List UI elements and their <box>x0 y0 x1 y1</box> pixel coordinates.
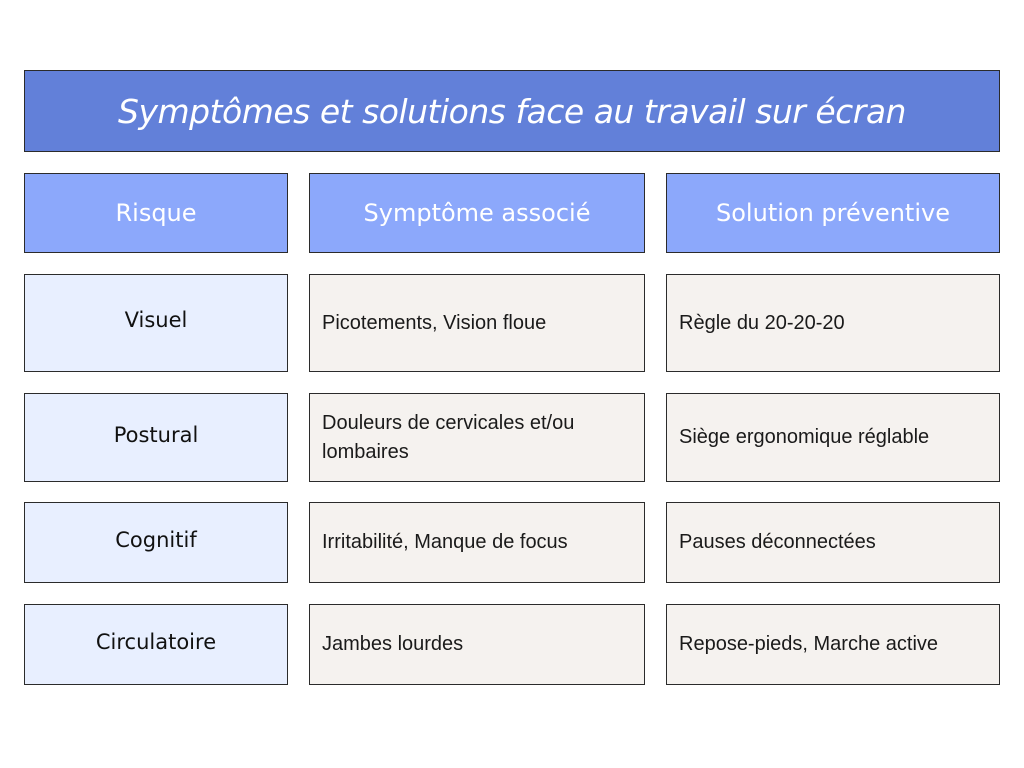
symptom-text: Jambes lourdes <box>322 633 464 655</box>
symptom-cell-postural <box>309 393 645 482</box>
header-solution-label: Solution préventive <box>716 199 950 227</box>
symptom-cell-cognitif <box>309 502 645 583</box>
page-title <box>24 70 1000 152</box>
page-title-text: Symptômes et solutions face au travail sur écran <box>118 91 906 131</box>
header-symptom-label: Symptôme associé <box>363 199 591 227</box>
solution-cell-visuel <box>666 274 1000 372</box>
symptom-cell-visuel <box>309 274 645 372</box>
solution-cell-cognitif <box>666 502 1000 583</box>
header-risk-label: Risque <box>115 199 197 227</box>
risk-label: Visuel <box>124 308 188 332</box>
risk-cell-cognitif <box>24 502 288 583</box>
header-solution <box>666 173 1000 253</box>
risk-cell-circulatoire <box>24 604 288 685</box>
risk-label: Cognitif <box>115 527 197 552</box>
symptom-cell-circulatoire <box>309 604 645 685</box>
risk-label: Circulatoire <box>95 629 217 654</box>
solution-cell-postural <box>666 393 1000 482</box>
risk-label: Postural <box>113 422 199 447</box>
symptom-text: Irritabilité, Manque de focus <box>322 531 568 553</box>
solution-text: Règle du 20-20-20 <box>679 311 845 334</box>
risk-cell-visuel <box>24 274 288 372</box>
symptom-text: Picotements, Vision floue <box>322 311 547 334</box>
solution-cell-circulatoire <box>666 604 1000 685</box>
header-risk <box>24 173 288 253</box>
header-symptom <box>309 173 645 253</box>
symptom-text: Douleurs de cervicales et/ou lombaires <box>322 411 575 463</box>
solution-text: Pauses déconnectées <box>679 531 876 553</box>
solution-text: Siège ergonomique réglable <box>679 426 930 448</box>
solution-text: Repose-pieds, Marche active <box>679 633 939 655</box>
risk-cell-postural <box>24 393 288 482</box>
